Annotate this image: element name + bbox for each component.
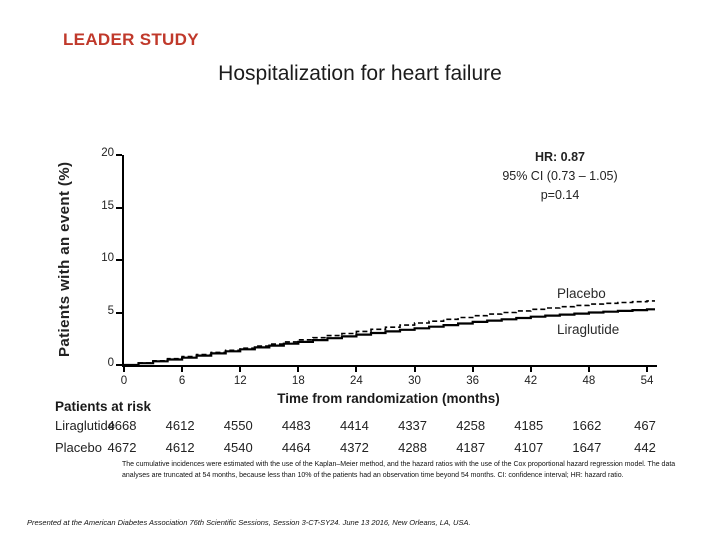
x-tick-label: 18 (291, 375, 305, 387)
x-axis-label: Time from randomization (months) (277, 391, 500, 406)
x-tick-mark (355, 365, 357, 372)
x-tick-label: 54 (640, 375, 654, 387)
x-tick-label: 0 (120, 375, 128, 387)
y-tick-mark (116, 154, 122, 156)
at-risk-count: 4612 (165, 418, 195, 433)
y-tick-label: 20 (101, 147, 114, 159)
at-risk-count: 4414 (339, 418, 369, 433)
x-tick-mark (588, 365, 590, 372)
x-tick-mark (123, 365, 125, 372)
y-tick-mark (116, 364, 122, 366)
y-tick-label: 5 (107, 304, 114, 317)
y-tick-label: 10 (101, 252, 114, 264)
at-risk-count: 1662 (572, 418, 602, 433)
x-tick-label: 6 (178, 375, 186, 387)
at-risk-count: 4372 (339, 440, 369, 455)
x-tick-mark (414, 365, 416, 372)
at-risk-count: 467 (634, 418, 656, 433)
at-risk-counts-placebo (107, 440, 656, 458)
x-tick-mark (530, 365, 532, 372)
leader-study-logo: LEADER STUDY (63, 30, 199, 49)
credit-line: Presented at the American Diabetes Association 76th Scientific Sessions, Session 3-CT-SY24. June 13 2016, New Orleans, LA, USA. (27, 518, 471, 527)
confidence-interval-value: 95% CI (0.73 – 1.05) (502, 168, 618, 183)
at-risk-count: 4672 (107, 440, 137, 455)
y-tick-label: 15 (101, 199, 114, 212)
at-risk-count: 1647 (572, 440, 602, 455)
x-tick-mark (181, 365, 183, 372)
at-risk-count: 4612 (165, 440, 195, 455)
at-risk-count: 4464 (281, 440, 311, 455)
at-risk-count: 4550 (223, 418, 253, 433)
slide-title: Hospitalization for heart failure (218, 62, 502, 85)
at-risk-count: 4107 (514, 440, 544, 455)
x-tick-mark (239, 365, 241, 372)
at-risk-row-label-liraglutide: Liraglutide (55, 418, 115, 433)
at-risk-count: 4288 (398, 440, 428, 455)
at-risk-count: 442 (634, 440, 656, 455)
x-tick-label: 42 (524, 375, 538, 387)
p-value: p=0.14 (540, 187, 580, 202)
y-tick-label: 0 (107, 357, 114, 369)
footnote: The cumulative incidences were estimated with the use of the Kaplan–Meier method, and the hazard ratios with the use of the Cox proportional hazard regression model. The data analyses are truncated at 54 months, because less than 10% of the patients had an observation time beyond 54 months. CI: confidence interval; HR: hazard ratio. (122, 461, 676, 479)
x-tick-label: 24 (350, 375, 363, 387)
placebo-curve-label: Placebo (557, 286, 606, 301)
at-risk-count: 4337 (398, 418, 428, 433)
at-risk-counts-liraglutide (107, 418, 656, 436)
x-tick-label: 30 (408, 375, 421, 387)
hr-annotation (470, 148, 650, 204)
at-risk-count: 4185 (514, 418, 544, 433)
x-tick-mark (646, 365, 648, 372)
at-risk-count: 4540 (223, 440, 253, 455)
x-tick-label: 12 (233, 375, 247, 387)
at-risk-count: 4668 (107, 418, 137, 433)
x-tick-mark (472, 365, 474, 372)
x-tick-label: 48 (582, 375, 596, 387)
at-risk-header: Patients at risk (55, 399, 152, 414)
x-tick-label: 36 (466, 375, 480, 387)
at-risk-count: 4258 (456, 418, 486, 433)
y-tick-mark (116, 312, 122, 314)
hazard-ratio-value: HR: 0.87 (534, 150, 586, 164)
x-tick-mark (297, 365, 299, 372)
at-risk-count: 4187 (456, 440, 486, 455)
y-tick-mark (116, 259, 122, 261)
liraglutide-curve (124, 309, 655, 365)
liraglutide-curve-label: Liraglutide (557, 322, 620, 337)
y-tick-mark (116, 207, 122, 209)
at-risk-count: 4483 (281, 418, 311, 433)
y-axis-label: Patients with an event (%) (56, 161, 73, 357)
at-risk-row-label-placebo: Placebo (55, 440, 102, 455)
